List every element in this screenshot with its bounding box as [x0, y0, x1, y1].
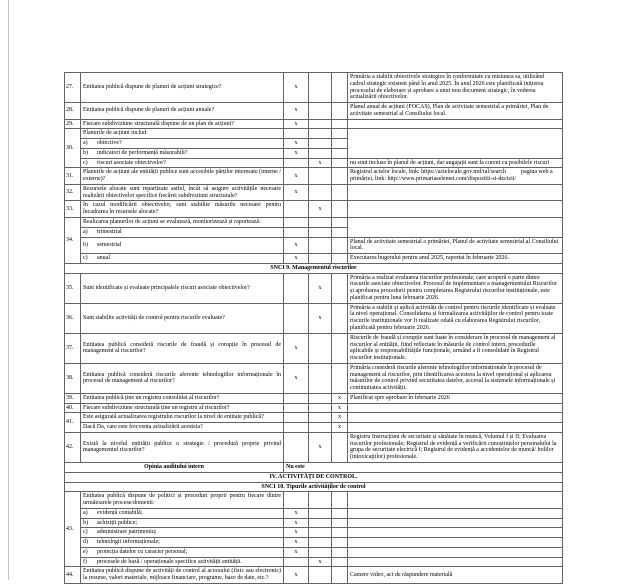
mark-cell-c3: x: [332, 403, 348, 413]
table-row: [65, 508, 563, 518]
mark-cell-c1: x: [284, 139, 309, 149]
table-row: [65, 201, 563, 218]
mark-cell-c1: [284, 129, 309, 139]
table-row: [65, 303, 563, 333]
mark-cell-c3: [332, 363, 348, 393]
table-row: [65, 184, 563, 201]
comment-cell: [348, 492, 563, 509]
item-text: protecția datelor cu caracter personal;: [97, 548, 188, 555]
section-header-row: [65, 263, 563, 273]
table-row: [65, 423, 563, 433]
table-row: [65, 567, 563, 584]
question-cell: Entitatea publică dispune de activități de control al accesului (fizic sau electronic) la resurse, valori materiale, mijloace financiare, programe, baze de date, etc.?: [81, 567, 284, 584]
question-cell: [81, 148, 284, 158]
mark-cell-c2: [309, 218, 332, 228]
mark-cell-c2: [309, 492, 332, 509]
section-title: IV. ACTIVITĂȚI DE CONTROL.: [65, 472, 563, 482]
question-cell: Resursele alocate sunt repartizate astfel, încât să asigure activitățile necesare realizării obiectivelor specifice fiecărei subdiviziuni structurale?: [81, 184, 284, 201]
page-margin-edge: [8, 0, 9, 580]
comment-cell: [348, 538, 563, 548]
item-letter: d): [83, 539, 88, 546]
question-cell: [81, 139, 284, 149]
question-cell: [81, 237, 284, 254]
mark-cell-c1: x: [284, 567, 309, 584]
table-row: [65, 462, 563, 472]
mark-cell-c3: [332, 518, 348, 528]
mark-cell-c1: [284, 273, 309, 303]
question-cell: Entitatea publică ține un registru consolidat al riscurilor?: [81, 393, 284, 403]
item-text: evidență contabilă;: [97, 509, 143, 516]
comment-cell: [348, 547, 563, 557]
mark-cell-c1: x: [284, 73, 309, 103]
question-cell: [81, 254, 284, 264]
mark-cell-c3: [332, 508, 348, 518]
row-number-cell: 37.: [65, 333, 81, 363]
table-row: [65, 218, 563, 228]
question-cell: Entitatea publică dispune de planuri de acțiuni strategice?: [81, 73, 284, 103]
mark-cell-c2: [309, 129, 332, 139]
table-row: [65, 363, 563, 393]
question-cell: Sunt stabilite activități de control pentru riscurile evaluate?: [81, 303, 284, 333]
comment-cell: [348, 129, 563, 158]
mark-cell-c1: [284, 303, 309, 333]
row-number-cell: 27.: [65, 73, 81, 103]
item-letter: a): [83, 509, 88, 516]
comment-cell: [348, 218, 563, 238]
item-letter: b): [83, 149, 88, 156]
row-number-cell: 39.: [65, 393, 81, 403]
comment-cell: [348, 201, 563, 218]
row-number-cell: 32.: [65, 184, 81, 201]
row-number-cell: 35.: [65, 273, 81, 303]
mark-cell-c2: [309, 103, 332, 120]
mark-cell-c1: x: [284, 363, 309, 393]
mark-cell-c2: [309, 168, 332, 185]
table-row: [65, 119, 563, 129]
comment-cell: [348, 518, 563, 528]
table-row: [65, 73, 563, 103]
comment-cell: [348, 184, 563, 201]
row-number-cell: 43.: [65, 492, 81, 567]
item-letter: c): [83, 255, 88, 262]
item-letter: c): [83, 159, 88, 166]
mark-cell-c3: x: [332, 393, 348, 403]
mark-cell-c1: x: [284, 333, 309, 363]
mark-cell-c3: x: [332, 423, 348, 433]
comment-cell: Planul anual de acțiuni (FOCAS), Plan de activitate semestrial a primăriei, Plan de activitate semestrial al Consiliului local.: [348, 103, 563, 120]
table-row: [65, 518, 563, 528]
mark-cell-c1: x: [284, 508, 309, 518]
mark-cell-c1: x: [284, 103, 309, 120]
row-number-cell: 44.: [65, 567, 81, 584]
comment-cell: Primăria a realizat evaluarea riscurilor profesionale, care acoperă o parte dintre riscurile asociate obiectivelor. Procesul de implementare a managementului Riscurilor și aprobarea procedurii pentru completarea Registrului riscurilor instituționale, este planificat pentru luna februarie 2026.: [348, 273, 563, 303]
section-title: SNCI 9. Managementul riscurilor: [65, 263, 563, 273]
question-cell: Entitatea publică dispune de politici și proceduri proprii pentru fiecare dintre următoarele procese/domenii:: [81, 492, 284, 509]
mark-cell-c2: [309, 413, 332, 423]
mark-cell-c3: [332, 158, 348, 168]
comment-cell: nu sunt incluse în planul de acțiuni, dar angajații sunt la curent cu posibilele riscuri: [348, 158, 563, 168]
mark-cell-c1: x: [284, 528, 309, 538]
mark-cell-c1: x: [284, 168, 309, 185]
table-row: [65, 432, 563, 462]
mark-cell-c1: x: [284, 237, 309, 254]
mark-cell-c1: x: [284, 148, 309, 158]
mark-cell-c2: [309, 333, 332, 363]
mark-cell-c2: x: [309, 273, 332, 303]
mark-cell-c2: x: [309, 303, 332, 333]
mark-cell-c3: x: [332, 413, 348, 423]
mark-cell-c2: [309, 363, 332, 393]
mark-cell-c3: [332, 492, 348, 509]
item-letter: a): [83, 140, 88, 147]
mark-cell-c2: [309, 184, 332, 201]
question-cell: Entitatea publică consideră riscurile aferente tehnologiilor informaționale în procesul de management al riscurilor?: [81, 363, 284, 393]
mark-cell-c2: [309, 538, 332, 548]
table-row: [65, 528, 563, 538]
item-text: procesele de bază / operaționale specifice activității entității.: [97, 558, 242, 565]
item-text: indicatori de performanță măsurabili?: [97, 149, 188, 156]
question-cell: Planurile de acțiuni includ:: [81, 129, 284, 139]
mark-cell-c2: [309, 73, 332, 103]
table-row: [65, 237, 563, 254]
row-number-cell: 40.: [65, 403, 81, 413]
item-letter: c): [83, 529, 88, 536]
question-cell: [81, 508, 284, 518]
mark-cell-c3: [332, 237, 348, 254]
item-letter: b): [83, 519, 88, 526]
section-title: SNCI 10. Tipurile activităților de control: [65, 482, 563, 492]
mark-cell-c2: [309, 148, 332, 158]
table-row: [65, 129, 563, 139]
table-row: [65, 103, 563, 120]
mark-cell-c1: x: [284, 184, 309, 201]
mark-cell-c1: [284, 218, 309, 228]
mark-cell-c2: [309, 518, 332, 528]
mark-cell-c2: x: [309, 557, 332, 567]
mark-cell-c2: x: [309, 201, 332, 218]
table-row: [65, 273, 563, 303]
comment-cell: Registrul actelor locale, link: https://actelocale.gov.md/ral/search pagina web a primăriei, link: http://www.primariaselemet.com/dispozitii-si-decizii/: [348, 168, 563, 185]
comment-cell: Registru Instrucțiuni de securitate și sănătate în muncă, Volumul I și II; Evaluarea riscurilor profesionale; Registrul de evidență a verificării cunoștințelor personalului la grupa de securitate electrică I; Registrul de evidență a accidentelor de muncă/ bolilor (intoxicațiilor) profesionale.: [348, 432, 563, 462]
mark-cell-c3: [332, 273, 348, 303]
mark-cell-c2: [309, 567, 332, 584]
mark-cell-c3: [332, 119, 348, 129]
mark-cell-c2: x: [309, 432, 332, 462]
row-number-cell: 41.: [65, 413, 81, 433]
mark-cell-c2: [309, 254, 332, 264]
item-text: obiective?: [97, 140, 122, 147]
mark-cell-c2: [309, 403, 332, 413]
item-letter: e): [83, 548, 88, 555]
item-letter: f): [83, 558, 87, 565]
mark-cell-c1: x: [284, 518, 309, 528]
mark-cell-c2: [309, 423, 332, 433]
item-letter: b): [83, 241, 88, 248]
mark-cell-c3: [332, 73, 348, 103]
comment-cell: Executarea bugetului pentru anul 2025, raportat în februarie 2026.: [348, 254, 563, 264]
mark-cell-c2: [309, 227, 332, 237]
mark-cell-c1: x: [284, 538, 309, 548]
row-number-cell: 34.: [65, 218, 81, 264]
mark-cell-c1: [284, 432, 309, 462]
mark-cell-c3: [332, 432, 348, 462]
item-text: semestrial: [97, 241, 122, 248]
question-cell: Entitatea publică dispune de planuri de acțiuni anuale?: [81, 103, 284, 120]
row-number-cell: 30.: [65, 129, 81, 168]
comment-cell: Camere video, act de răspundere materială: [348, 567, 563, 584]
comment-cell: Planul de activitate semestrial a primăriei, Planul de activitate semestrial al Consiliului local.: [348, 237, 563, 254]
audit-table-body: [65, 73, 563, 584]
comment-cell: Planificat spre aprobare în februarie 2026: [348, 393, 563, 403]
table-row: [65, 557, 563, 567]
mark-cell-c2: [309, 119, 332, 129]
mark-cell-c3: [332, 201, 348, 218]
mark-cell-c1: x: [284, 547, 309, 557]
item-text: achiziții publice;: [97, 519, 138, 526]
item-text: anual: [97, 255, 110, 262]
question-cell: Sunt identificate și evaluate principalele riscuri asociate obiectivelor?: [81, 273, 284, 303]
comment-cell: [348, 119, 563, 129]
opinion-value: Nu este: [284, 462, 563, 472]
question-cell: [81, 538, 284, 548]
table-row: [65, 168, 563, 185]
comment-cell: [348, 528, 563, 538]
item-text: riscuri asociate obiectivelor?: [97, 159, 166, 166]
table-row: [65, 413, 563, 423]
table-row: [65, 547, 563, 557]
section-header-row: [65, 482, 563, 492]
mark-cell-c1: [284, 158, 309, 168]
mark-cell-c3: [332, 557, 348, 567]
item-letter: a): [83, 228, 88, 235]
question-cell: [81, 158, 284, 168]
table-row: [65, 333, 563, 363]
comment-cell: [348, 508, 563, 518]
mark-cell-c3: [332, 538, 348, 548]
question-cell: Dacă Da, care este frecvența actualizării acesteia?: [81, 423, 284, 433]
comment-cell: Primăria consideră riscurile aferente tehnologiilor informaționale în procesul de management al riscurilor, prin identificarea acestora la nivel operațional și aplicarea măsurilor de control privind securitatea datelor, accesul la sistemele informaționale și continuitatea activității.: [348, 363, 563, 393]
mark-cell-c2: [309, 508, 332, 518]
table-row: [65, 403, 563, 413]
item-text: tehnologii informaționale;: [97, 539, 160, 546]
row-number-cell: 38.: [65, 363, 81, 393]
table-row: [65, 393, 563, 403]
mark-cell-c3: [332, 547, 348, 557]
question-cell: Realizarea planurilor de acțiuni se evaluează, monitorizează și raportează:: [81, 218, 284, 228]
opinion-label: Opinia auditului intern: [65, 462, 284, 472]
mark-cell-c1: [284, 393, 309, 403]
mark-cell-c1: [284, 557, 309, 567]
comment-cell: Riscurile de fraudă și corupție sunt luate în considerare în procesul de management al riscurilor al entității, fiind reflectate în măsurile de control intern, procedurile aplicabile și responsabilitățile funcționale, urmând a fi consolidate în Registrul riscurilor instituționale.: [348, 333, 563, 363]
mark-cell-c3: [332, 139, 348, 149]
mark-cell-c2: x: [309, 158, 332, 168]
section-header-row: [65, 472, 563, 482]
comment-cell: [348, 413, 563, 423]
mark-cell-c3: [332, 184, 348, 201]
question-cell: [81, 547, 284, 557]
row-number-cell: 29.: [65, 119, 81, 129]
row-number-cell: 36.: [65, 303, 81, 333]
item-text: administrare patrimoniu;: [97, 529, 157, 536]
mark-cell-c3: [332, 528, 348, 538]
mark-cell-c3: [332, 103, 348, 120]
mark-cell-c1: [284, 423, 309, 433]
mark-cell-c1: [284, 492, 309, 509]
mark-cell-c2: [309, 393, 332, 403]
mark-cell-c3: [332, 303, 348, 333]
row-number-cell: 33.: [65, 201, 81, 218]
mark-cell-c2: [309, 547, 332, 557]
comment-cell: Primăria a stabilit obiectivele strategice în conformitate cu misiunea sa, utilizând cadrul strategic existent până în anul 2025. În anul 2026 este planificată inițierea procesului de elaborare și aprobare a unui nou document strategic, în vederea actualizării obiectivelor.: [348, 73, 563, 103]
mark-cell-c3: [332, 218, 348, 228]
mark-cell-c1: [284, 413, 309, 423]
mark-cell-c2: [309, 237, 332, 254]
mark-cell-c3: [332, 567, 348, 584]
mark-cell-c1: [284, 201, 309, 218]
question-cell: Fiecare subdiviziune structurală ține un registru al riscurilor?: [81, 403, 284, 413]
comment-cell: [348, 557, 563, 567]
mark-cell-c3: [332, 168, 348, 185]
mark-cell-c1: [284, 403, 309, 413]
question-cell: [81, 227, 284, 237]
mark-cell-c2: [309, 528, 332, 538]
question-cell: Este asigurată actualizarea registrului riscurilor la nivel de entitate publică?: [81, 413, 284, 423]
table-row: [65, 492, 563, 509]
question-cell: [81, 518, 284, 528]
mark-cell-c3: [332, 333, 348, 363]
mark-cell-c1: x: [284, 119, 309, 129]
comment-cell: [348, 403, 563, 413]
audit-questionnaire-table: [64, 72, 563, 584]
question-cell: Entitatea publică consideră riscurile de fraudă și corupție în procesul de management al riscurilor?: [81, 333, 284, 363]
comment-cell: Primăria a stabilit și aplică activități de control pentru riscurile identificate și evaluate la nivel operațional. Consolidarea și formalizarea activităților de control pentru toate riscurile instituționale vor fi realizate odată cu elaborarea Registrului riscurilor, planificată pentru februarie 2026.: [348, 303, 563, 333]
mark-cell-c3: [332, 129, 348, 139]
item-text: trimestrial: [97, 228, 122, 235]
table-row: [65, 538, 563, 548]
table-row: [65, 254, 563, 264]
table-row: [65, 158, 563, 168]
question-cell: În cazul modificării obiectivelor, sunt stabilite măsurile necesare pentru încadrarea în resursele alocate?: [81, 201, 284, 218]
mark-cell-c2: [309, 139, 332, 149]
row-number-cell: 31.: [65, 168, 81, 185]
mark-cell-c3: [332, 148, 348, 158]
mark-cell-c1: [284, 227, 309, 237]
comment-cell: [348, 423, 563, 433]
mark-cell-c1: x: [284, 254, 309, 264]
row-number-cell: 42.: [65, 432, 81, 462]
question-cell: [81, 528, 284, 538]
mark-cell-c3: [332, 227, 348, 237]
question-cell: Planurile de acțiuni ale entității publice sunt accesibile părților interesate (interne / externe)?: [81, 168, 284, 185]
question-cell: [81, 557, 284, 567]
mark-cell-c3: [332, 254, 348, 264]
question-cell: Fiecare subdiviziune structurală dispune de un plan de acțiuni?: [81, 119, 284, 129]
row-number-cell: 28.: [65, 103, 81, 120]
question-cell: Există la nivelul entității publice o strategie / procedură proprie privind managementul riscurilor?: [81, 432, 284, 462]
